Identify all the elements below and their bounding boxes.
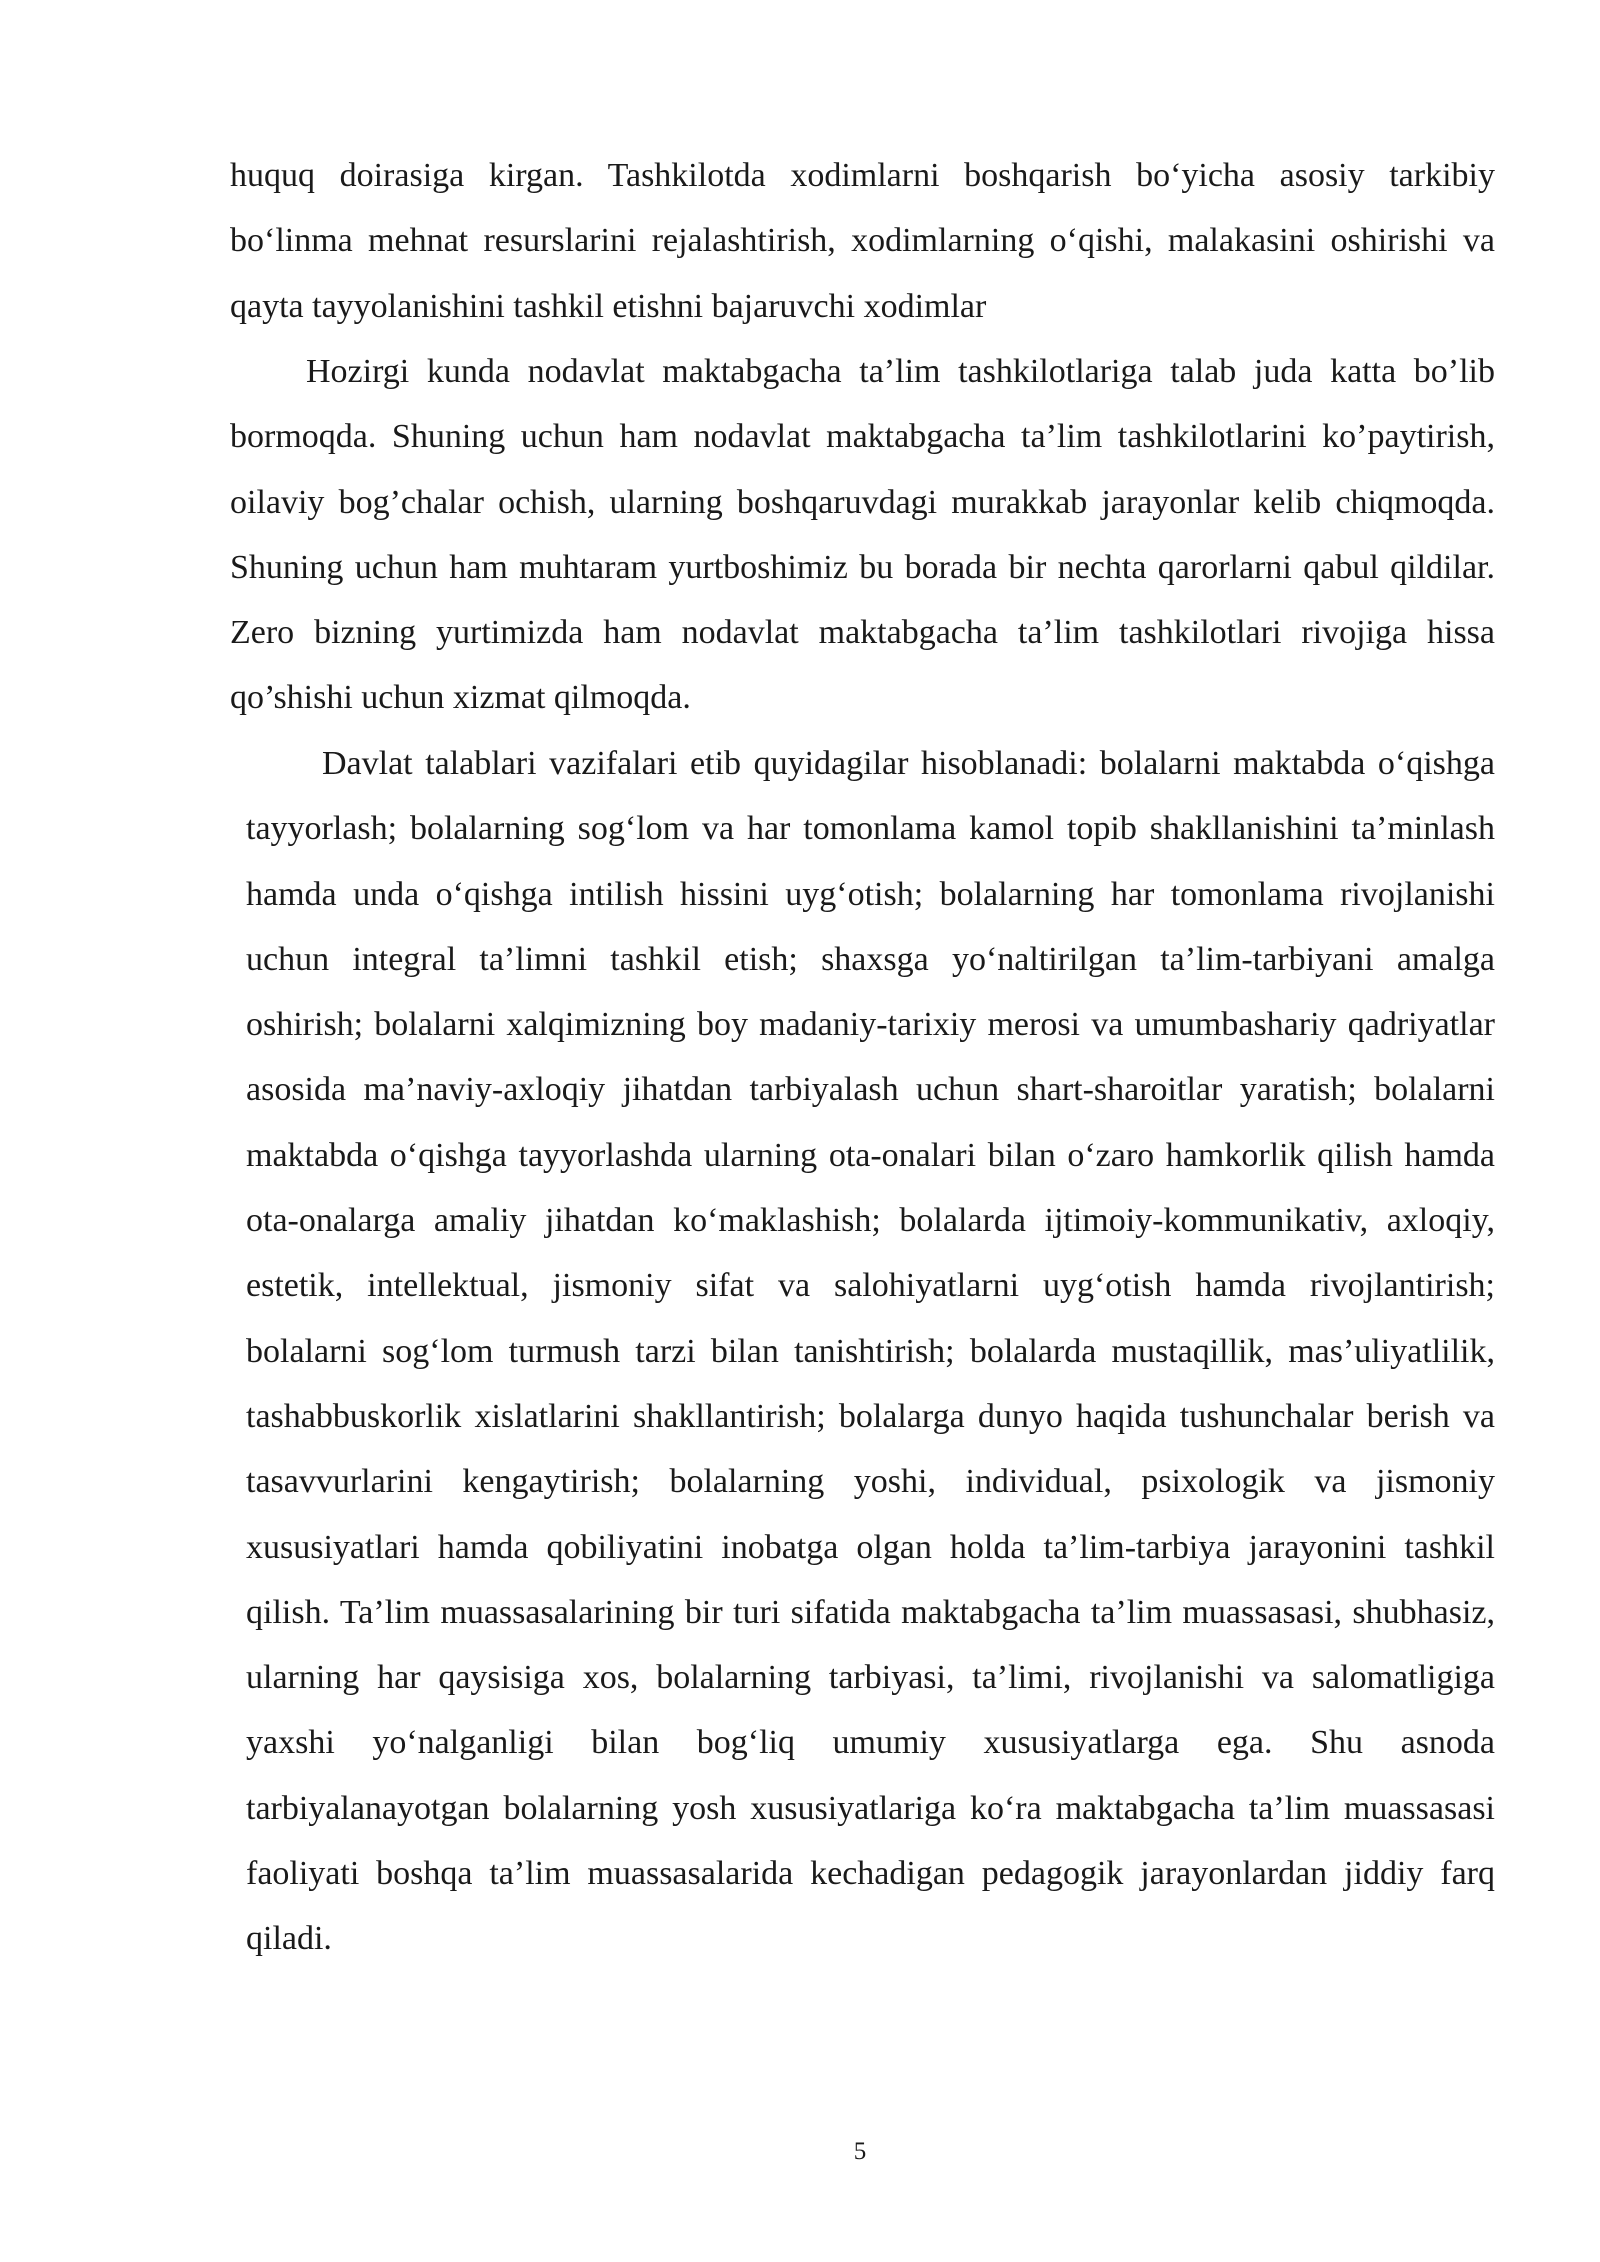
page-number: 5 bbox=[853, 2138, 867, 2165]
paragraph-state-requirements: Davlat talablari vazifalari etib quyidagilar hisoblanadi: bolalarni maktabda o‘qishga tayyorlash; bolalarning sog‘lom va har tomonlama kamol topib shakllanishini ta’minlash hamda unda o‘qishga intilish hissini uyg‘otish; bolalarning har tomonlama rivojlanishi uchun integral ta’limni tashkil etish; shaxsga yo‘naltirilgan ta’lim-tarbiyani amalga oshirish; bolalarni xalqimizning boy madaniy-tarixiy merosi va umumbashariy qadriyatlar asosida ma’naviy-axloqiy jihatdan tarbiyalash uchun shart-sharoitlar yaratish; bolalarni maktabda o‘qishga tayyorlashda ularning ota-onalari bilan o‘zaro hamkorlik qilish hamda ota-onalarga amaliy jihatdan ko‘maklashish; bolalarda ijtimoiy-kommunikativ, axloqiy, estetik, intellektual, jismoniy sifat va salohiyatlarni uyg‘otish hamda rivojlantirish; bolalarni sog‘lom turmush tarzi bilan tanishtirish; bolalarda mustaqillik, mas’uliyatlilik, tashabbuskorlik xislatlarini shakllantirish; bolalarga dunyo haqida tushunchalar berish va tasavvurlarini kengaytirish; bolalarning yoshi, individual, psixologik va jismoniy xususiyatlari hamda qobiliyatini inobatga olgan holda ta’lim-tarbiya jarayonini tashkil qilish. Ta’lim muassasalarining bir turi sifatida maktabgacha ta’lim muassasasi, shubhasiz, ularning har qaysisiga xos, bolalarning tarbiyasi, ta’limi, rivojlanishi va salomatligiga yaxshi yo‘nalganligi bilan bog‘liq umumiy xususiyatlarga ega. Shu asnoda tarbiyalanayotgan bolalarning yosh xususiyatlariga ko‘ra maktabgacha ta’lim muassasasi faoliyati boshqa ta’lim muassasalarida kechadigan pedagogik jarayonlardan jiddiy farq qiladi. bbox=[246, 745, 1495, 1958]
paragraph-continuation: huquq doirasiga kirgan. Tashkilotda xodimlarni boshqarish bo‘yicha asosiy tarkibiy bo‘linma mehnat resurslarini rejalashtirish, xodimlarning o‘qishi, malakasini oshirishi va qayta tayyolanishini tashkil etishni bajaruvchi xodimlar bbox=[230, 157, 1495, 325]
paragraph-nodavlat-education: Hozirgi kunda nodavlat maktabgacha ta’lim tashkilotlariga talab juda katta bo’lib bormoqda. Shuning uchun ham nodavlat maktabgacha ta’lim tashkilotlarini ko’paytirish, oilaviy bog’chalar ochish, ularning boshqaruvdagi murakkab jarayonlar kelib chiqmoqda. Shuning uchun ham muhtaram yurtboshimiz bu borada bir nechta qarorlarni qabul qildilar. Zero bizning yurtimizda ham nodavlat maktabgacha ta’lim tashkilotlari rivojiga hissa qo’shishi uchun xizmat qilmoqda. bbox=[230, 353, 1495, 717]
